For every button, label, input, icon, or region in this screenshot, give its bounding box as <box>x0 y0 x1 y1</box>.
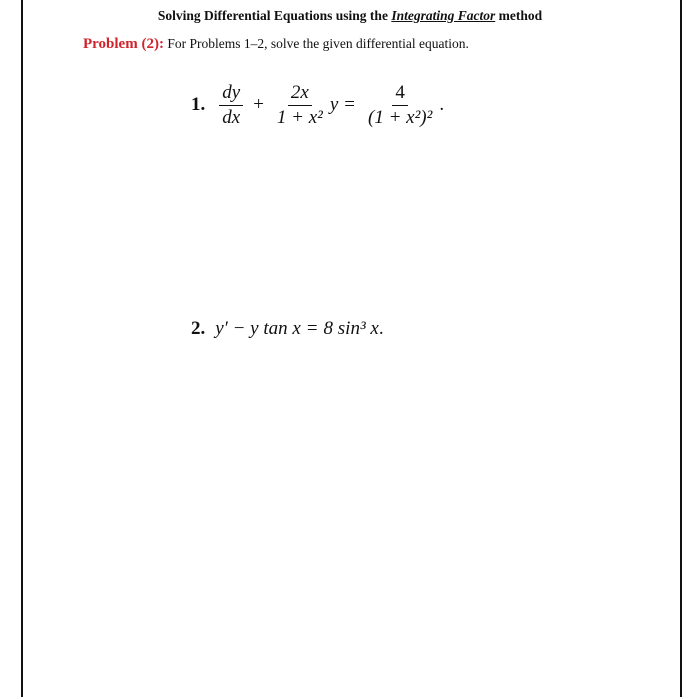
fraction-dy-dx <box>219 82 243 129</box>
numerator: dy <box>219 82 243 106</box>
numerator: 2x <box>288 82 312 106</box>
plus-sign: + <box>253 94 264 116</box>
right-border <box>680 0 682 697</box>
title-emphasis: Integrating Factor <box>391 8 496 23</box>
equation-number: 2. <box>191 318 206 339</box>
equation-1 <box>191 82 444 129</box>
numerator: 4 <box>392 82 408 106</box>
fraction-rhs <box>365 82 435 129</box>
equation-lhs: y′ − y tan x <box>215 318 301 339</box>
period: . <box>378 318 384 339</box>
variable-y: y <box>329 94 339 116</box>
problem-label: Problem (2): <box>83 36 164 52</box>
title-text-end: method <box>495 8 543 23</box>
equation-2 <box>191 318 384 340</box>
title-text: Solving Differential Equations using the <box>157 8 392 23</box>
equals-sign: = <box>344 94 356 116</box>
denominator: dx <box>222 106 241 128</box>
page-title <box>0 8 700 24</box>
denominator: 1 + x² <box>276 106 323 128</box>
left-border <box>21 0 23 697</box>
equation-rhs: 8 sin³ x <box>323 318 379 339</box>
denominator: (1 + x²)² <box>368 106 433 128</box>
problem-text: For Problems 1–2, solve the given differential equation. <box>163 36 469 51</box>
fraction-coefficient <box>274 82 326 129</box>
equals-sign: = <box>306 318 318 339</box>
period: . <box>439 94 445 116</box>
equation-number: 1. <box>191 94 206 116</box>
problem-statement <box>83 36 469 53</box>
